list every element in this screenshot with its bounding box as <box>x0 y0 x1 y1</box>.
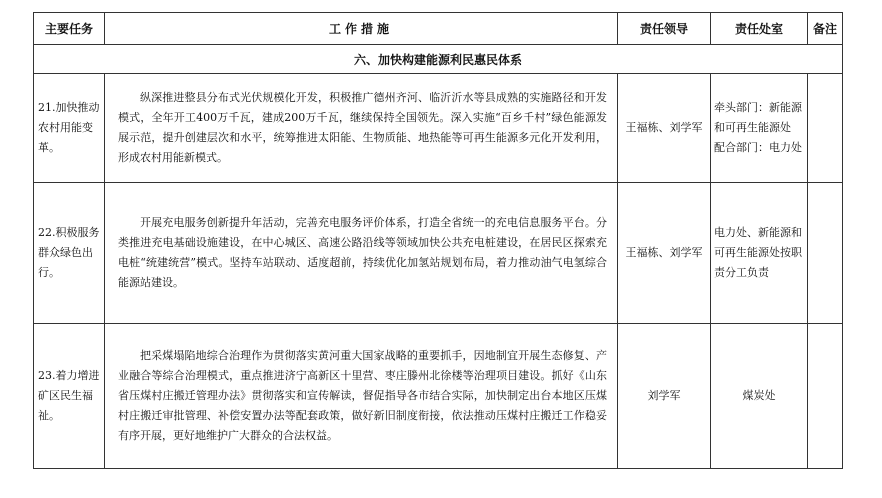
leader-cell: 刘学军 <box>618 324 711 469</box>
header-dept: 责任处室 <box>711 13 808 45</box>
section-title: 六、加快构建能源利民惠民体系 <box>34 45 843 74</box>
dept-text: 牵头部门：新能源和可再生能源处 配合部门：电力处 <box>714 101 802 154</box>
header-task: 主要任务 <box>34 13 105 45</box>
dept-cell <box>711 74 808 183</box>
work-plan-table <box>33 12 843 469</box>
note-cell <box>808 74 843 183</box>
note-cell <box>808 183 843 324</box>
measures-cell <box>105 74 618 183</box>
header-note: 备注 <box>808 13 843 45</box>
dept-cell: 煤炭处 <box>711 324 808 469</box>
measures-text: 纵深推进整县分布式光伏规模化开发，积极推广德州齐河、临沂沂水等县成熟的实施路径和开发模式，全年开工400万千瓦，建成200万千瓦，继续保持全国领先。深入实施“百乡千村”绿色能源发展示范，提升创建层次和水平，统筹推进太阳能、生物质能、地热能等可再生能源多元化开发利用，形成农村用能新模式。 <box>118 91 607 164</box>
measures-cell <box>105 324 618 469</box>
measures-text: 把采煤塌陷地综合治理作为贯彻落实黄河重大国家战略的重要抓手，因地制宜开展生态修复、产业融合等综合治理模式，重点推进济宁高新区十里营、枣庄滕州北徐楼等治理项目建设。抓好《山东省压煤村庄搬迁管理办法》贯彻落实和宣传解读，督促指导各市结合实际，加快制定出台本地区压煤村庄搬迁审批管理、补偿安置办法等配套政策，做好新旧制度衔接，依法推动压煤村庄搬迁工作稳妥有序开展，更好地维护广大群众的合法权益。 <box>118 349 607 442</box>
task-cell: 23.着力增进矿区民生福祉。 <box>34 324 105 469</box>
leader-cell: 王福栋、刘学军 <box>618 183 711 324</box>
measures-text: 开展充电服务创新提升年活动，完善充电服务评价体系，打造全省统一的充电信息服务平台。分类推进充电基础设施建设，在中心城区、高速公路沿线等领域加快公共充电桩建设，在居民区探索充电桩“统建统营”模式。坚持车站联动、适度超前，持续优化加氢站规划布局，着力推动油气电氢综合能源站建设。 <box>118 216 607 289</box>
task-cell: 21.加快推动农村用能变革。 <box>34 74 105 183</box>
table-row <box>34 74 843 183</box>
measures-cell <box>105 183 618 324</box>
header-measures: 工作措施 <box>105 13 618 45</box>
table-header-row <box>34 13 843 45</box>
header-leader: 责任领导 <box>618 13 711 45</box>
note-cell <box>808 324 843 469</box>
table-row <box>34 183 843 324</box>
dept-cell: 电力处、新能源和可再生能源处按职责分工负责 <box>711 183 808 324</box>
task-cell: 22.积极服务群众绿色出行。 <box>34 183 105 324</box>
leader-cell: 王福栋、刘学军 <box>618 74 711 183</box>
section-row <box>34 45 843 74</box>
table-row <box>34 324 843 469</box>
